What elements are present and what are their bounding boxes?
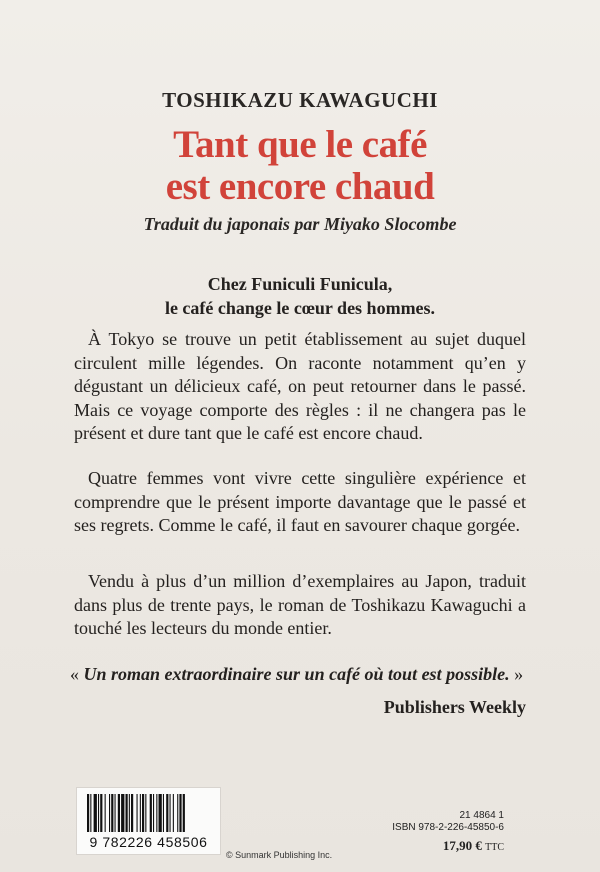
quote-open-mark: « — [70, 664, 79, 684]
isbn-code: ISBN 978-2-226-45850-6 — [392, 822, 504, 833]
price — [443, 838, 504, 854]
book-title — [0, 124, 600, 208]
quote-text: Un roman extraordinaire sur un café où tout est possible. — [83, 664, 510, 684]
barcode-digits: 9 782226 458506 — [89, 834, 208, 850]
blurb-paragraph-1: À Tokyo se trouve un petit établissement au sujet duquel circulent mille légendes. On raconte notamment qu’en y dégustant un délicieux café, on peut retourner dans le passé. Mais ce voyage comporte des règles : il ne changera pas le présent et dure tant que le café est encore chaud. — [74, 329, 526, 443]
quote-source: Publishers Weekly — [383, 697, 526, 717]
tagline-line-2: le café change le cœur des hommes. — [164, 298, 436, 318]
blurb-paragraph-2: Quatre femmes vont vivre cette singulière expérience et comprendre que le présent importe davantage que le passé et ses regrets. Comme le café, il faut en savourer chaque gorgée. — [74, 468, 526, 535]
barcode-bars — [77, 788, 220, 836]
quote-close-mark: » — [514, 664, 524, 684]
author-name: TOSHIKAZU KAWAGUCHI — [162, 88, 438, 112]
tagline-line-1: Chez Funiculi Funicula, — [207, 274, 393, 294]
blurb-paragraph-3: Vendu à plus d’un million d’exemplaires au Japon, traduit dans plus de trente pays, le roman de Toshikazu Kawaguchi a touché les lecteurs du monde entier. — [74, 571, 526, 638]
product-codes — [380, 810, 504, 834]
title-line-1: Tant que le café — [173, 123, 427, 166]
title-line-2: est encore chaud — [165, 165, 435, 208]
press-quote — [70, 662, 530, 686]
translator-credit: Traduit du japonais par Miyako Slocombe — [143, 214, 457, 234]
reference-code: 21 4864 1 — [459, 810, 504, 821]
barcode — [76, 787, 221, 855]
price-suffix: TTC — [485, 842, 504, 853]
publisher-credit: © Sunmark Publishing Inc. — [226, 850, 333, 860]
tagline — [0, 272, 600, 320]
price-value: 17,90 € — [442, 838, 482, 853]
